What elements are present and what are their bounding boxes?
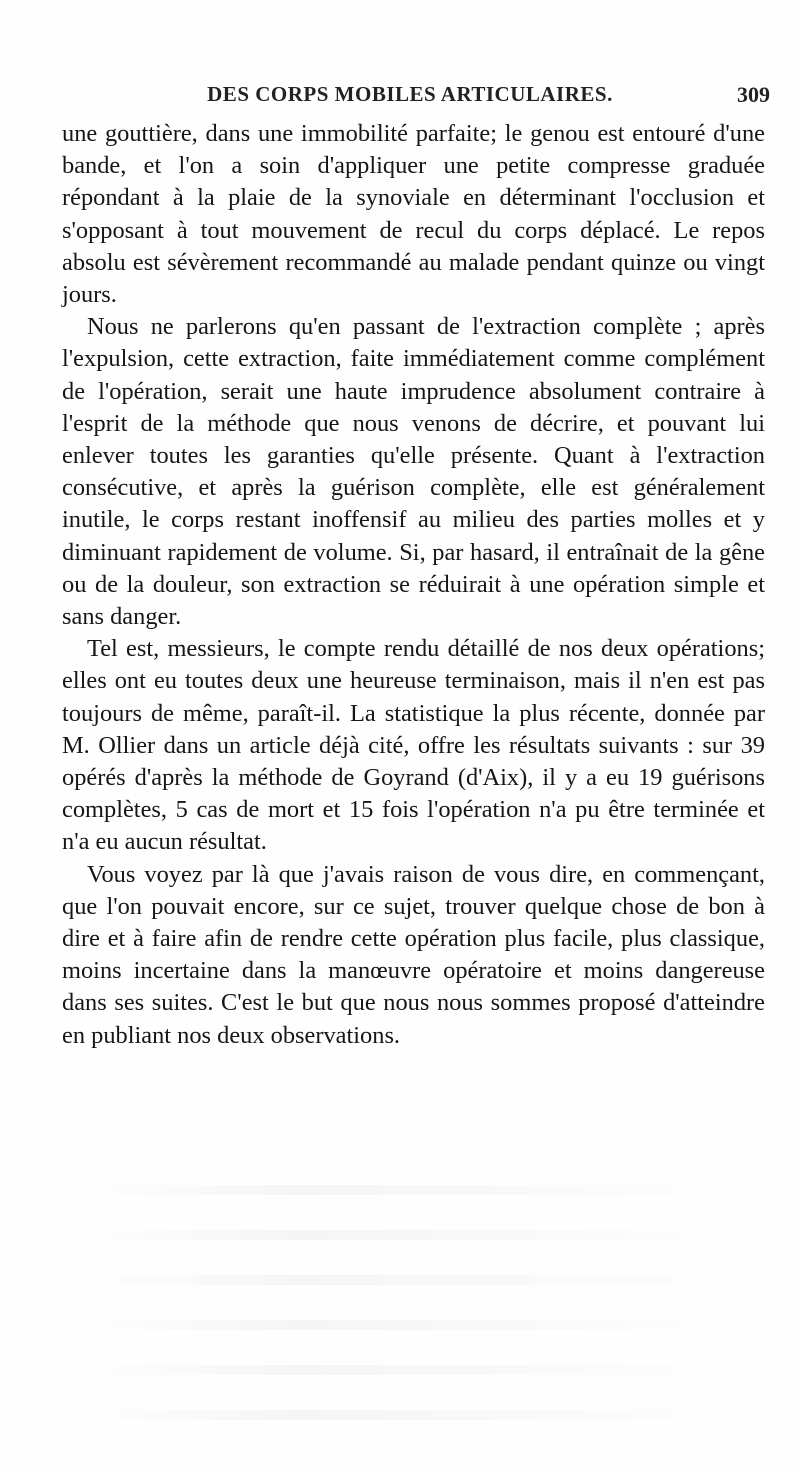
paragraph: Vous voyez par là que j'avais raison de vous dire, en commençant, que l'on pouvait encore, sur ce sujet, trouver quelque chose de bon à dire et à faire afin de rendre cette opération plus facile, plus classique, moins incertaine dans la manœuvre opératoire et moins dangereuse dans ses suites. C'est le but que nous nous sommes proposé d'atteindre en publiant nos deux observations. [62, 860, 765, 1049]
bleed-through-shadow [80, 1275, 740, 1285]
body-text [62, 118, 765, 1052]
bleed-through-shadow [80, 1320, 740, 1330]
bleed-through-shadow [80, 1410, 740, 1420]
paragraph: une gouttière, dans une immobilité parfaite; le genou est entouré d'une bande, et l'on a soin d'appliquer une petite compresse graduée répondant à la plaie de la synoviale en déterminant l'occlusion et s'opposant à tout mouvement de recul du corps déplacé. Le repos absolu est sévèrement recommandé au malade pendant quinze ou vingt jours. [62, 120, 765, 309]
bleed-through-shadow [80, 1365, 740, 1375]
paragraph: Nous ne parlerons qu'en passant de l'extraction complète ; après l'expulsion, cette extraction, faite immédiatement comme complément de l'opération, serait une haute imprudence absolument contraire à l'esprit de la méthode que nous venons de décrire, et pouvant lui enlever toutes les garanties qu'elle présente. Quant à l'extraction consécutive, et après la guérison complète, elle est généralement inutile, le corps restant inoffensif au milieu des parties molles et y diminuant rapidement de volume. Si, par hasard, il entraînait de la gêne ou de la douleur, son extraction se réduirait à une opération simple et sans danger. [62, 313, 765, 631]
bleed-through-shadow [80, 1230, 740, 1240]
running-title: DES CORPS MOBILES ARTICULAIRES. [207, 82, 613, 106]
bleed-through-shadow [80, 1185, 740, 1195]
running-head [60, 82, 770, 112]
page-number: 309 [737, 82, 770, 107]
paragraph: Tel est, messieurs, le compte rendu détaillé de nos deux opérations; elles ont eu toutes deux une heureuse terminaison, mais il n'en est pas toujours de même, paraît-il. La statistique la plus récente, donnée par M. Ollier dans un article déjà cité, offre les résultats suivants : sur 39 opérés d'après la méthode de Goyrand (d'Aix), il y a eu 19 guérisons complètes, 5 cas de mort et 15 fois l'opération n'a pu être terminée et n'a eu aucun résultat. [62, 635, 765, 856]
